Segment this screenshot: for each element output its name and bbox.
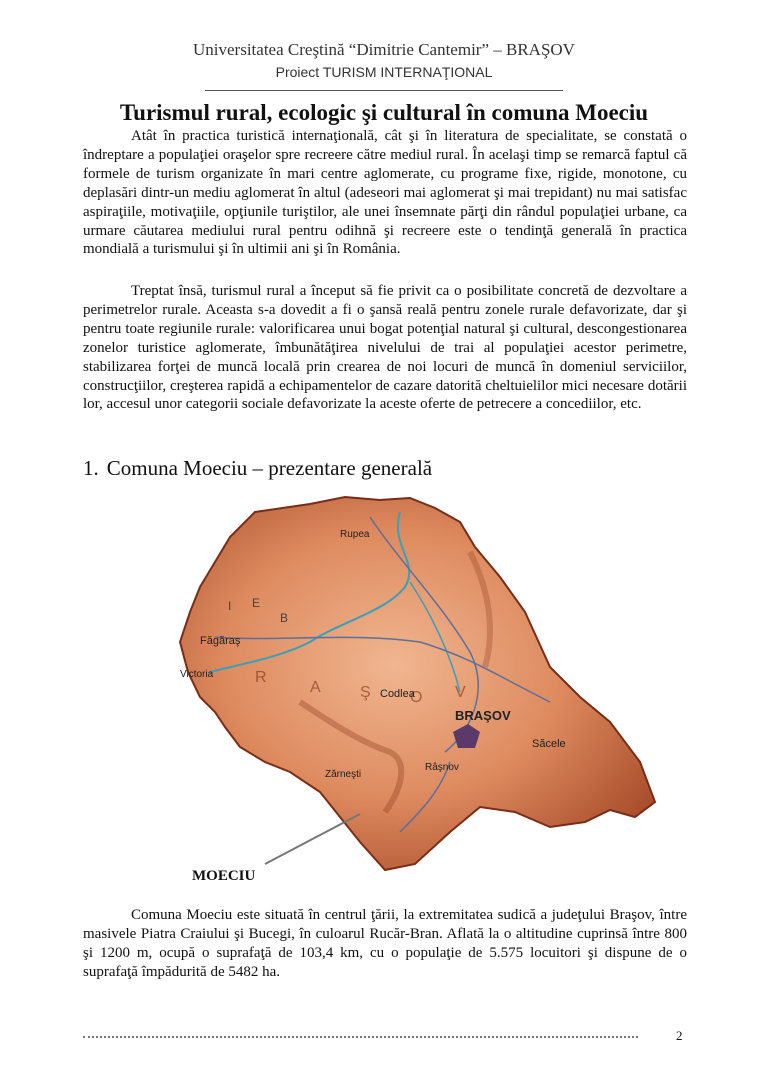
header-project: Proiect TURISM INTERNAŢIONAL (275, 64, 493, 80)
page-title: Turismul rural, ecologic şi cultural în comuna Moeciu (119, 100, 649, 125)
header-university: Universitatea Creştină “Dimitrie Cantemir” – BRAŞOV (193, 40, 575, 59)
map-label-victoria: Victoria (180, 669, 214, 680)
page-number: 2 (676, 1028, 683, 1043)
map-label-sacele: Săcele (532, 738, 566, 750)
paragraph-development: Treptat însă, turismul rural a început să fie privit ca o posibilitate concretă de dezvoltare a perimetrelor rurale. Aceasta s-a dovedit a fi o şansă reală pentru zonele rurale defavorizate, dar şi pentru toate regiunile rurale: valorificarea unui bogat potenţial natural şi cultural, descongestionarea zonelor turistice aglomerate, îmbunătăţirea nivelului de trai al populaţiei acestor perimetre, stabilizarea forţei de muncă locală prin crearea de noi locuri de muncă în domeniul serviciilor, construcţiilor, creşterea rapidă a echipamentelor de cazare datorită cheltuielilor mici necesare dotării lor, accesul unor categorii sociale defavorizate la aceste oferte de petrecere a concediilor, etc. (83, 283, 687, 413)
map-label-region-b: B (280, 611, 289, 625)
paragraph-intro: Atât în practica turistică internaţională, cât şi în literatura de specialitate, se constată o îndreptare a populaţiei oraşelor spre recreere către mediul rural. În acelaşi timp se remarcă faptul că formele de turism organizate în mari centre aglomerate, cu programe fixe, rigide, monotone, cu deplasări dintr-un mediu aglomerat în altul (adeseori mai aglomerat şi mai trepidant) nu mai satisfac aspiraţiile, motivaţiile, opţiunile turiştilor, ale unei însemnate părţi din rândul populaţiei urbane, ca urmare căutarea mediului rural pentru odihnă şi recreere este o tendinţă generală în practica mondială a turismului şi în ultimii ani şi în România. (83, 128, 687, 258)
map-label-zarnesti: Zărneşti (325, 769, 362, 780)
map-label-rupea: Rupea (340, 529, 370, 540)
map-label-region-e: E (252, 596, 261, 610)
section-title: Comuna Moeciu – prezentare generală (106, 456, 433, 480)
brasov-county-map (170, 492, 660, 872)
moeciu-callout-line (265, 814, 360, 864)
section-number: 1. (83, 456, 99, 480)
map-label-fagaras: Făgăraş (200, 635, 241, 647)
paragraph-moeciu: Comuna Moeciu este situată în centrul ţării, la extremitatea sudică a judeţului Braşov, între masivele Piatra Craiului şi Bucegi, în culoarul Rucăr-Bran. Aflată la o altitudine cuprinsă între 800 şi 1200 m, ocupă o suprafaţă de 103,4 km, cu o populaţie de 5.575 locuitori şi dispune de o suprafaţă împădurită de 5482 ha. (83, 907, 687, 980)
section-heading (83, 456, 432, 481)
header-divider (205, 90, 563, 91)
moeciu-callout-label: MOECIU (192, 868, 256, 884)
map-label-region-o: O (410, 689, 423, 706)
map-label-region-a: A (310, 679, 321, 696)
map-label-brasov: BRAŞOV (455, 708, 511, 723)
map-label-region-r: R (255, 669, 267, 686)
map-label-rasnov: Râşnov (425, 762, 459, 773)
map-label-codlea: Codlea (380, 688, 415, 700)
map-label-region-v: V (455, 684, 466, 701)
map-label-region-i: I (228, 599, 232, 613)
footer-divider (83, 1036, 638, 1038)
map-label-region-s: Ş (360, 684, 371, 701)
